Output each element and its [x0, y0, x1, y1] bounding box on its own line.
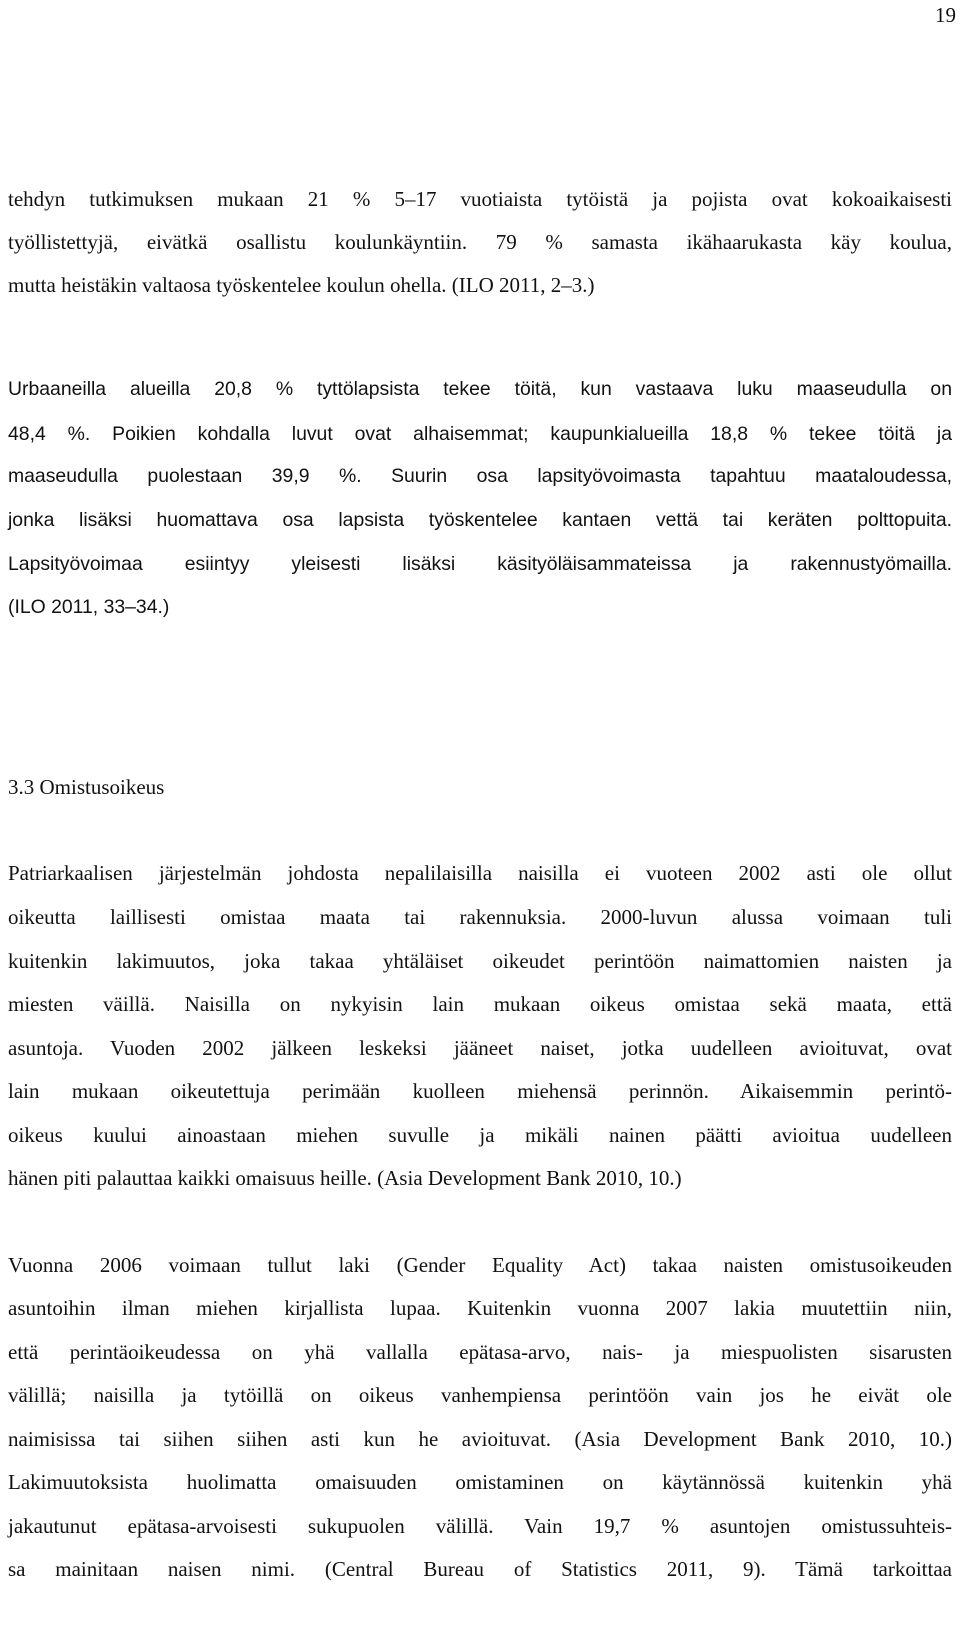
text-line: Vuonna 2006 voimaan tullut laki (Gender Equality Act) takaa naisten omistusoikeuden [8, 1253, 952, 1277]
text-line: oikeutta laillisesti omistaa maata tai rakennuksia. 2000-luvun alussa voimaan tuli [8, 905, 952, 929]
text-line: lain mukaan oikeutettuja perimään kuolleen miehensä perinnön. Aikaisemmin perintö- [8, 1079, 952, 1103]
text-line: (ILO 2011, 33–34.) [8, 596, 170, 618]
text-line: sa mainitaan naisen nimi. (Central Bureau of Statistics 2011, 9). Tämä tarkoittaa [8, 1557, 952, 1581]
section-heading: 3.3 Omistusoikeus [8, 775, 165, 799]
text-line: maaseudulla puolestaan 39,9 %. Suurin osa lapsityövoimasta tapahtuu maataloudessa, [8, 465, 952, 487]
page-number: 19 [935, 3, 956, 27]
text-line: työllistettyjä, eivätkä osallistu koulunkäyntiin. 79 % samasta ikähaarukasta käy koulua, [8, 230, 952, 254]
text-line: mutta heistäkin valtaosa työskentelee koulun ohella. (ILO 2011, 2–3.) [8, 273, 595, 297]
text-line: oikeus kuului ainoastaan miehen suvulle ja mikäli nainen päätti avioitua uudelleen [8, 1123, 952, 1147]
text-line-segment: 48,4 %. Poikien kohdalla luvut ovat alhaisemmat; kaupunkialueilla 18,8 % tekee töitä ja [8, 423, 952, 445]
text-line: asuntoja. Vuoden 2002 jälkeen leskeksi jääneet naiset, jotka uudelleen avioituvat, ovat [8, 1036, 952, 1060]
text-line: tehdyn tutkimuksen mukaan 21 % 5–17 vuotiaista tytöistä ja pojista ovat kokoaikaisesti [8, 187, 952, 211]
text-line: Lapsityövoimaa esiintyy yleisesti lisäksi käsityöläisammateissa ja rakennustyömailla. [8, 553, 952, 575]
text-line: asuntoihin ilman miehen kirjallista lupaa. Kuitenkin vuonna 2007 lakia muutettiin niin, [8, 1296, 952, 1320]
text-line: Patriarkaalisen järjestelmän johdosta nepalilaisilla naisilla ei vuoteen 2002 asti ole ollut [8, 861, 952, 885]
text-line: Lakimuutoksista huolimatta omaisuuden omistaminen on käytännössä kuitenkin yhä [8, 1470, 952, 1494]
text-line [8, 418, 952, 449]
text-line: jakautunut epätasa-arvoisesti sukupuolen välillä. Vain 19,7 % asuntojen omistussuhteis- [8, 1514, 952, 1538]
text-line: naimisissa tai siihen siihen asti kun he avioituvat. (Asia Development Bank 2010, 10.) [8, 1427, 952, 1451]
text-line: välillä; naisilla ja tytöillä on oikeus vanhempiensa perintöön vain jos he eivät ole [8, 1383, 952, 1407]
text-line: että perintäoikeudessa on yhä vallalla epätasa-arvo, nais- ja miespuolisten sisarusten [8, 1340, 952, 1364]
text-line: kuitenkin lakimuutos, joka takaa yhtäläiset oikeudet perintöön naimattomien naisten ja [8, 949, 952, 973]
text-line: miesten väillä. Naisilla on nykyisin lain mukaan oikeus omistaa sekä maata, että [8, 992, 952, 1016]
text-line: jonka lisäksi huomattava osa lapsista työskentelee kantaen vettä tai keräten polttopuita. [8, 509, 952, 531]
text-line: hänen piti palauttaa kaikki omaisuus heille. (Asia Development Bank 2010, 10.) [8, 1166, 682, 1190]
text-line: Urbaaneilla alueilla 20,8 % tyttölapsista tekee töitä, kun vastaava luku maaseudulla on [8, 378, 952, 400]
